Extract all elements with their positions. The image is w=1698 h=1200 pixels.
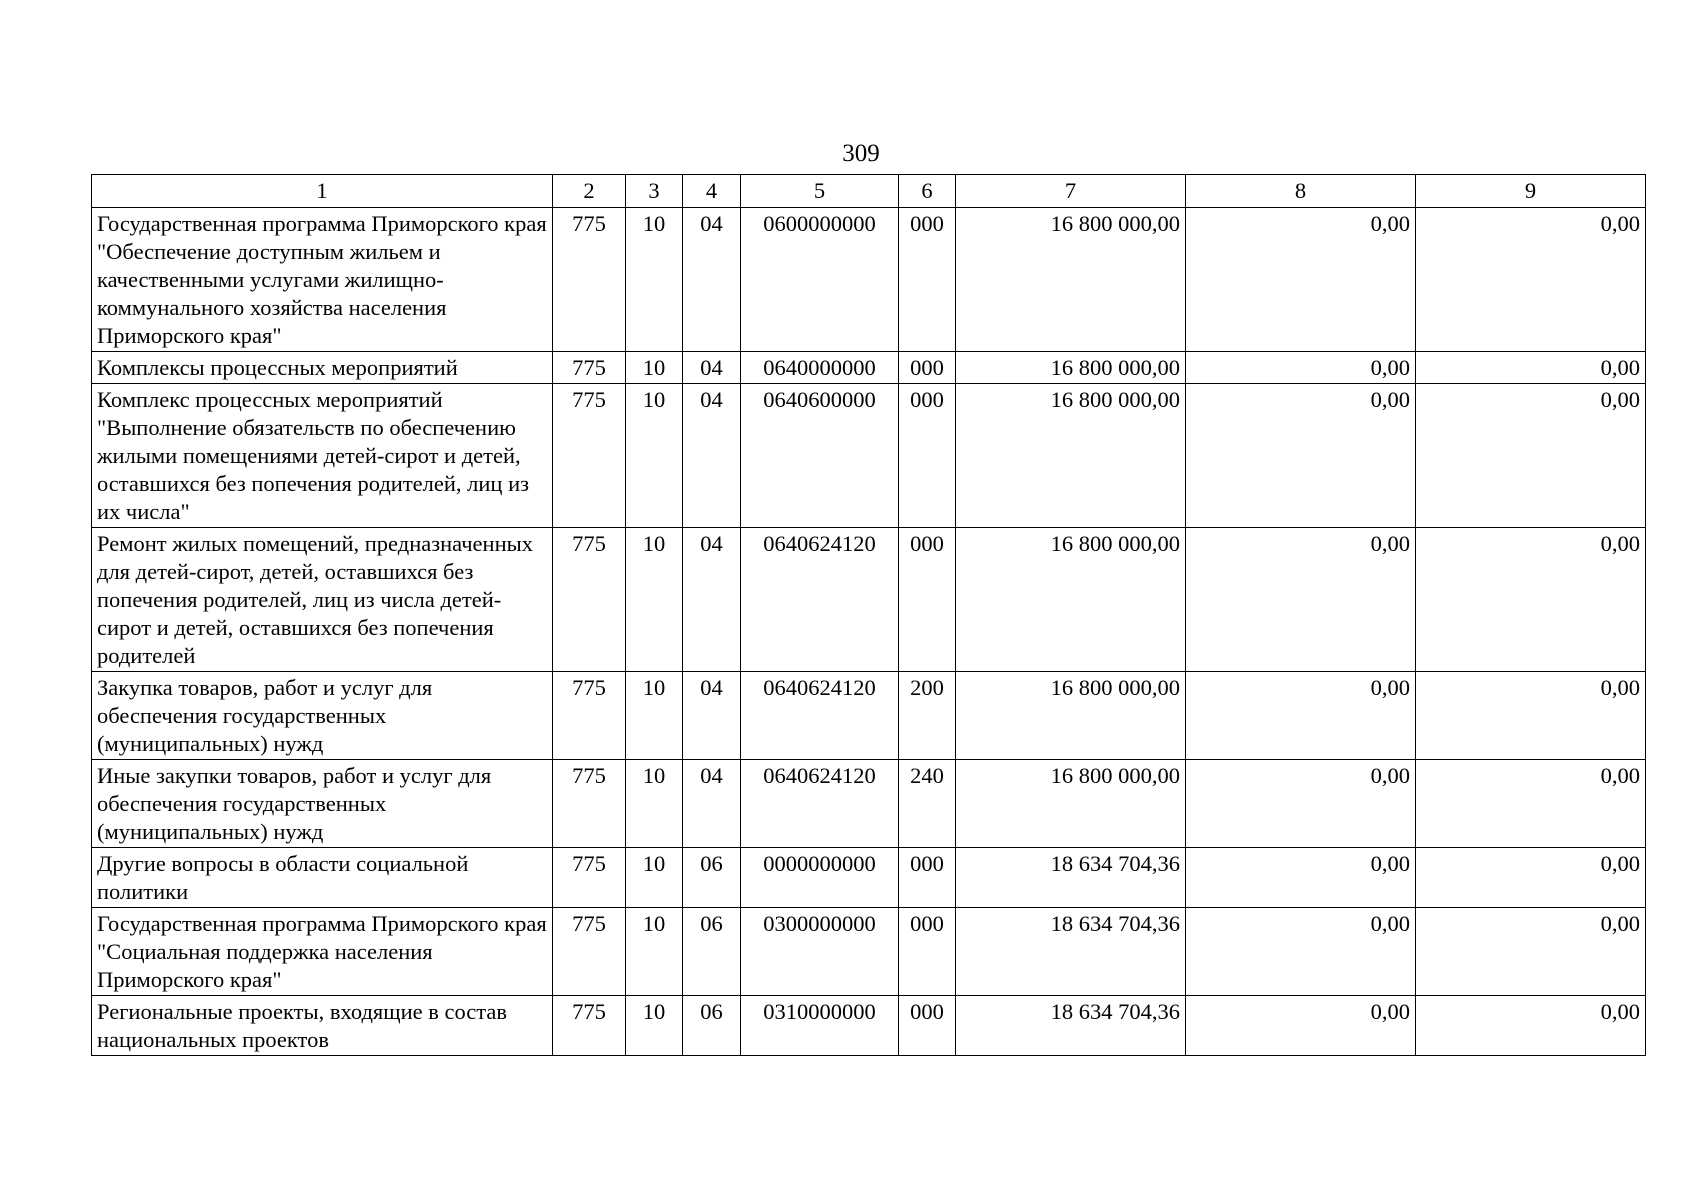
code-grbs: 775 [553, 528, 626, 672]
code-expense-type: 000 [899, 848, 956, 908]
code-subsection: 04 [683, 528, 741, 672]
amount-col9: 0,00 [1416, 760, 1646, 848]
row-name: Государственная программа Приморского края "Обеспечение доступным жильем и качественными услугами жилищно-коммунального хозяйства населения Приморского края" [92, 208, 553, 352]
column-header: 8 [1186, 175, 1416, 208]
code-section: 10 [626, 384, 683, 528]
code-grbs: 775 [553, 908, 626, 996]
amount-col8: 0,00 [1186, 996, 1416, 1056]
amount-col8: 0,00 [1186, 384, 1416, 528]
code-grbs: 775 [553, 352, 626, 384]
code-subsection: 04 [683, 672, 741, 760]
column-header: 6 [899, 175, 956, 208]
code-section: 10 [626, 996, 683, 1056]
code-section: 10 [626, 908, 683, 996]
table-header-row [92, 175, 1646, 208]
code-expense-type: 000 [899, 528, 956, 672]
table-row [92, 528, 1646, 672]
amount-col9: 0,00 [1416, 384, 1646, 528]
amount-col7: 18 634 704,36 [956, 908, 1186, 996]
table-row [92, 908, 1646, 996]
amount-col8: 0,00 [1186, 760, 1416, 848]
code-subsection: 06 [683, 908, 741, 996]
code-grbs: 775 [553, 672, 626, 760]
code-subsection: 04 [683, 352, 741, 384]
amount-col9: 0,00 [1416, 908, 1646, 996]
code-section: 10 [626, 352, 683, 384]
code-section: 10 [626, 528, 683, 672]
code-subsection: 06 [683, 848, 741, 908]
column-header: 3 [626, 175, 683, 208]
row-name: Иные закупки товаров, работ и услуг для обеспечения государственных (муниципальных) нужд [92, 760, 553, 848]
code-subsection: 04 [683, 208, 741, 352]
code-target-article: 0640624120 [741, 672, 899, 760]
amount-col9: 0,00 [1416, 996, 1646, 1056]
code-target-article: 0600000000 [741, 208, 899, 352]
code-grbs: 775 [553, 760, 626, 848]
code-section: 10 [626, 760, 683, 848]
amount-col7: 16 800 000,00 [956, 672, 1186, 760]
code-subsection: 04 [683, 384, 741, 528]
code-subsection: 06 [683, 996, 741, 1056]
code-subsection: 04 [683, 760, 741, 848]
code-expense-type: 000 [899, 384, 956, 528]
amount-col8: 0,00 [1186, 908, 1416, 996]
row-name: Государственная программа Приморского края "Социальная поддержка населения Приморского края" [92, 908, 553, 996]
code-target-article: 0640600000 [741, 384, 899, 528]
amount-col8: 0,00 [1186, 848, 1416, 908]
code-section: 10 [626, 672, 683, 760]
amount-col9: 0,00 [1416, 528, 1646, 672]
row-name: Региональные проекты, входящие в состав национальных проектов [92, 996, 553, 1056]
row-name: Другие вопросы в области социальной политики [92, 848, 553, 908]
table-row [92, 352, 1646, 384]
amount-col9: 0,00 [1416, 208, 1646, 352]
code-grbs: 775 [553, 208, 626, 352]
amount-col9: 0,00 [1416, 848, 1646, 908]
code-expense-type: 000 [899, 996, 956, 1056]
budget-table [91, 174, 1646, 1056]
amount-col7: 16 800 000,00 [956, 208, 1186, 352]
amount-col7: 18 634 704,36 [956, 996, 1186, 1056]
table-row [92, 672, 1646, 760]
code-target-article: 0310000000 [741, 996, 899, 1056]
code-target-article: 0000000000 [741, 848, 899, 908]
code-grbs: 775 [553, 996, 626, 1056]
code-target-article: 0640624120 [741, 760, 899, 848]
code-expense-type: 000 [899, 208, 956, 352]
code-expense-type: 000 [899, 908, 956, 996]
table-row [92, 848, 1646, 908]
table-row [92, 208, 1646, 352]
amount-col8: 0,00 [1186, 352, 1416, 384]
row-name: Ремонт жилых помещений, предназначенных для детей-сирот, детей, оставшихся без попечения родителей, лиц из числа детей-сирот и детей, оставшихся без попечения родителей [92, 528, 553, 672]
amount-col7: 18 634 704,36 [956, 848, 1186, 908]
code-expense-type: 000 [899, 352, 956, 384]
row-name: Комплексы процессных мероприятий [92, 352, 553, 384]
amount-col9: 0,00 [1416, 672, 1646, 760]
column-header: 5 [741, 175, 899, 208]
table-row [92, 384, 1646, 528]
amount-col8: 0,00 [1186, 208, 1416, 352]
amount-col7: 16 800 000,00 [956, 352, 1186, 384]
code-grbs: 775 [553, 384, 626, 528]
code-expense-type: 240 [899, 760, 956, 848]
row-name: Закупка товаров, работ и услуг для обеспечения государственных (муниципальных) нужд [92, 672, 553, 760]
column-header: 2 [553, 175, 626, 208]
column-header: 7 [956, 175, 1186, 208]
table-row [92, 996, 1646, 1056]
table-row [92, 760, 1646, 848]
code-grbs: 775 [553, 848, 626, 908]
column-header: 1 [92, 175, 553, 208]
code-target-article: 0640000000 [741, 352, 899, 384]
code-target-article: 0640624120 [741, 528, 899, 672]
column-header: 4 [683, 175, 741, 208]
amount-col7: 16 800 000,00 [956, 528, 1186, 672]
code-section: 10 [626, 848, 683, 908]
page-number: 309 [842, 140, 880, 167]
amount-col8: 0,00 [1186, 528, 1416, 672]
amount-col7: 16 800 000,00 [956, 760, 1186, 848]
code-target-article: 0300000000 [741, 908, 899, 996]
row-name: Комплекс процессных мероприятий "Выполнение обязательств по обеспечению жилыми помещениями детей-сирот и детей, оставшихся без попечения родителей, лиц из их числа" [92, 384, 553, 528]
code-expense-type: 200 [899, 672, 956, 760]
amount-col7: 16 800 000,00 [956, 384, 1186, 528]
amount-col8: 0,00 [1186, 672, 1416, 760]
code-section: 10 [626, 208, 683, 352]
amount-col9: 0,00 [1416, 352, 1646, 384]
column-header: 9 [1416, 175, 1646, 208]
